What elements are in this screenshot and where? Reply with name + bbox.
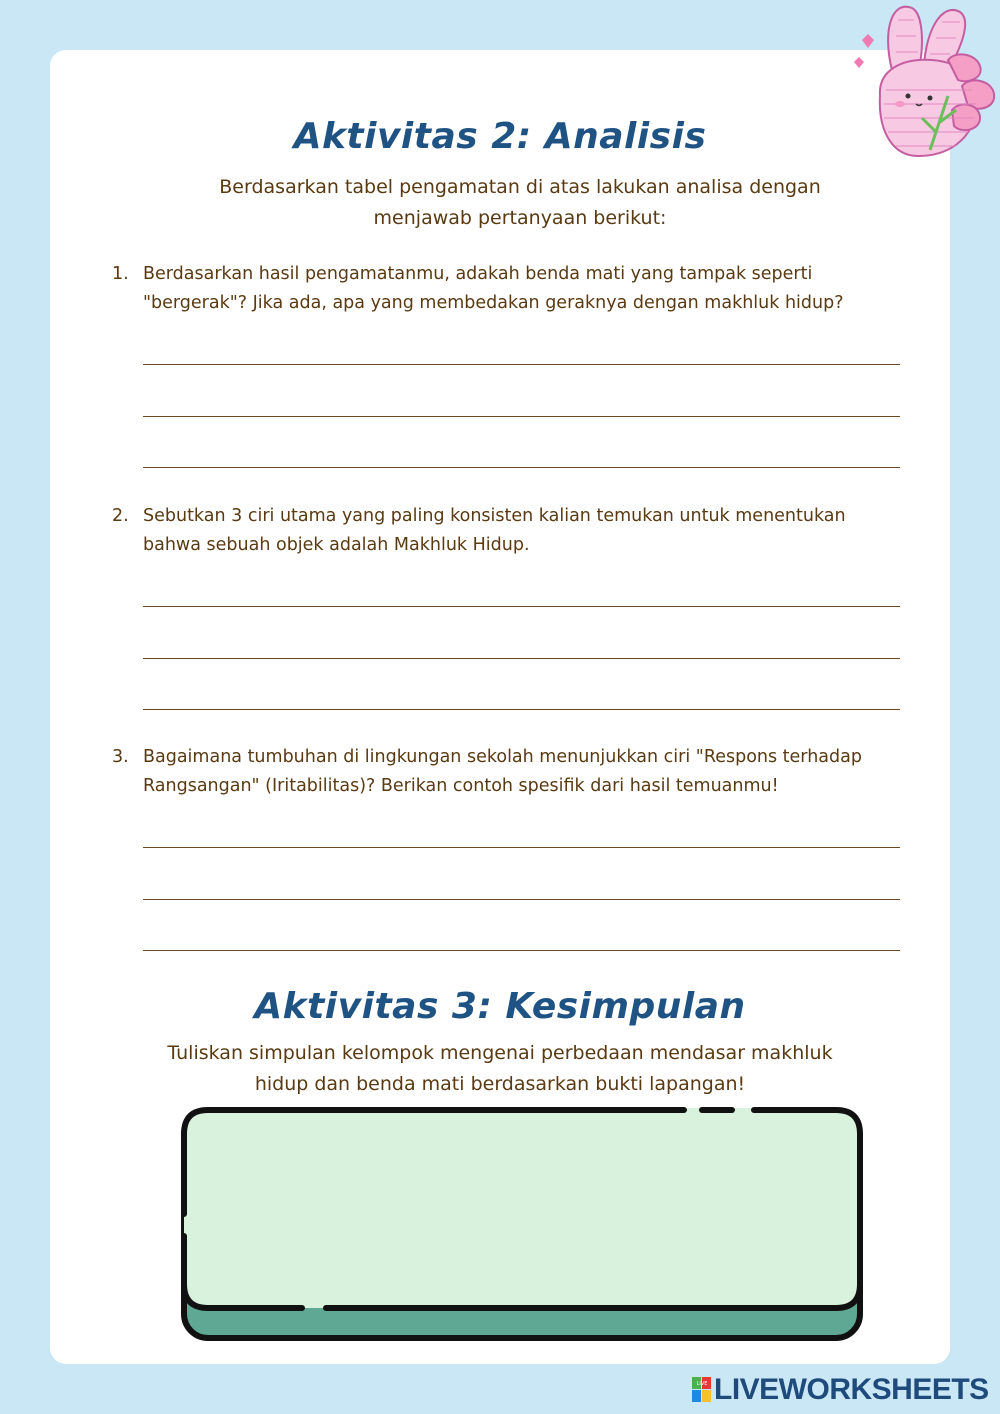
answer-line-q1-2[interactable] [143,416,900,417]
answer-line-q2-1[interactable] [143,606,900,607]
answer-line-q2-3[interactable] [143,709,900,710]
answer-line-q3-3[interactable] [143,950,900,951]
activity-2-intro-line-2: menjawab pertanyaan berikut: [373,207,667,229]
question-2-text [143,502,903,560]
question-2-number: 2. [112,506,129,526]
liveworksheets-text: LIVEWORKSHEETS [714,1373,989,1406]
question-3-text [143,743,903,801]
activity-2-intro-line-1: Berdasarkan tabel pengamatan di atas lakukan analisa dengan [219,176,821,198]
liveworksheets-watermark [692,1374,989,1406]
question-1-line-2: "bergerak"? Jika ada, apa yang membedakan geraknya dengan makhluk hidup? [143,293,844,313]
question-2-line-2: bahwa sebuah objek adalah Makhluk Hidup. [143,535,530,555]
answer-line-q3-1[interactable] [143,847,900,848]
answer-line-q2-2[interactable] [143,658,900,659]
activity-2-intro [20,172,1000,234]
liveworksheets-logo-icon [692,1377,712,1403]
question-3-number: 3. [112,747,129,767]
liveworksheets-logo-text: LIVE [696,1381,708,1387]
activity-2-title: Aktivitas 2: Analisis [293,116,707,157]
activity-3-intro-line-2: hidup dan benda mati berdasarkan bukti lapangan! [254,1073,746,1095]
question-1-line-1: Berdasarkan hasil pengamatanmu, adakah benda mati yang tampak seperti [143,264,813,284]
question-3-line-1: Bagaimana tumbuhan di lingkungan sekolah menunjukkan ciri "Respons terhadap [143,747,862,767]
answer-line-q3-2[interactable] [143,899,900,900]
answer-line-q1-1[interactable] [143,364,900,365]
activity-3-intro-line-1: Tuliskan simpulan kelompok mengenai perbedaan mendasar makhluk [167,1042,833,1064]
question-1-number: 1. [112,264,129,284]
conclusion-answer-box[interactable] [180,1104,864,1344]
activity-3-title: Aktivitas 3: Kesimpulan [254,986,746,1027]
question-3-line-2: Rangsangan" (Iritabilitas)? Berikan contoh spesifik dari hasil temuanmu! [143,776,779,796]
question-1-text [143,260,903,318]
answer-line-q1-3[interactable] [143,467,900,468]
activity-3-intro [0,1038,1000,1100]
question-2-line-1: Sebutkan 3 ciri utama yang paling konsisten kalian temukan untuk menentukan [143,506,846,526]
